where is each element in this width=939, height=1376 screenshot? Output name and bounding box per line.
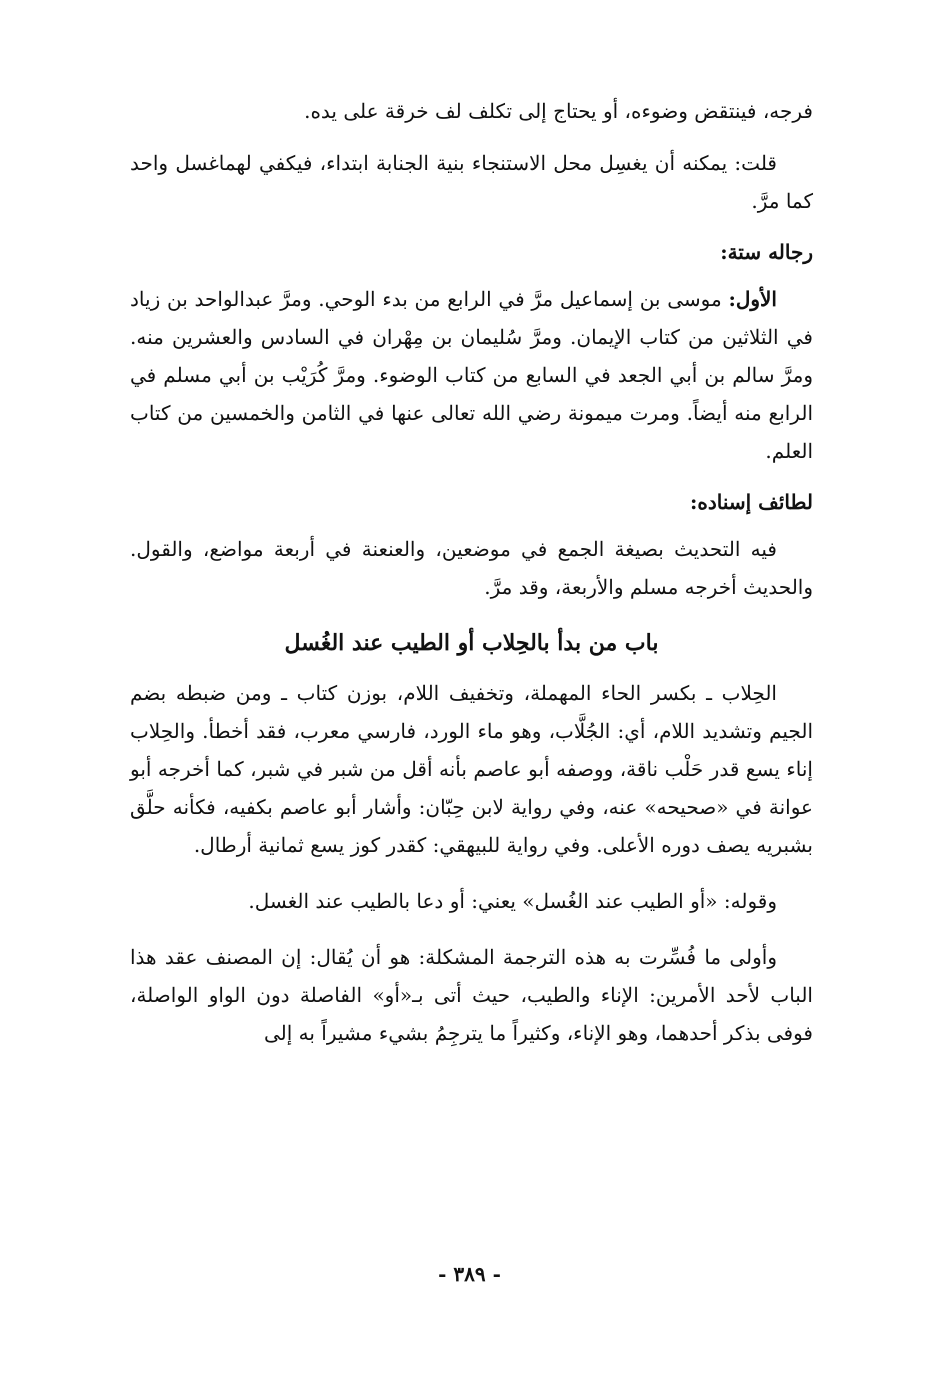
page-number: - ٣٨٩ - bbox=[438, 1262, 501, 1286]
page-body bbox=[130, 92, 813, 1052]
paragraph-awla: وأولى ما فُسِّرت به هذه الترجمة المشكلة: هو أن يُقال: إن المصنف عقد هذا الباب لأحد الأمرين: الإناء والطيب، حيث أتى بـ«أو» الفاصلة دون الواو الواصلة، فوفى بذكر أحدهما، وهو الإناء، وكثيراً ما يترجِمُ بشيء مشيراً به إلى bbox=[130, 945, 813, 1045]
paragraph-hilab: الحِلاب ـ بكسر الحاء المهملة، وتخفيف اللام، بوزن كتاب ـ ومن ضبطه بضم الجيم وتشديد اللام، أي: الجُلَّاب، وهو ماء الورد، فارسي معرب، فقد أخطأ. والحِلاب إناء يسع قدر حَلْب ناقة، ووصفه أبو عاصم بأنه أقل من شبر في شبر، كما أخرجه أبو عوانة في «صحيحه» عنه، وفي رواية لابن حِبّان: وأشار أبو عاصم بكفيه، فكأنه حلَّق بشبريه يصف دوره الأعلى. وفي رواية للبيهقي: كقدر كوز يسع ثمانية أرطال. bbox=[130, 681, 813, 857]
paragraph-lataif: فيه التحديث بصيغة الجمع في موضعين، والعنعنة في أربعة مواضع، والقول. والحديث أخرجه مسلم والأربعة، وقد مرَّ. bbox=[130, 537, 813, 599]
paragraph-continuation: فرجه، فينتقض وضوءه، أو يحتاج إلى تكلف لف خرقة على يده. bbox=[304, 99, 813, 123]
paragraph-narrators bbox=[130, 280, 813, 470]
narrators-body: موسى بن إسماعيل مرَّ في الرابع من بدء الوحي. ومرَّ عبدالواحد بن زياد في الثلاثين من كتاب الإيمان. ومرَّ سُليمان بن مِهْران في السادس والعشرين منه. ومرَّ سالم بن أبي الجعد في السابع من كتاب الوضوء. ومرَّ كُرَيْب بن أبي مسلم في الرابع منه أيضاً. ومرت ميمونة رضي الله تعالى عنها في الثامن والخمسين من كتاب العلم. bbox=[130, 287, 813, 463]
paragraph-qawluhu: وقوله: «أو الطيب عند الغُسل» يعني: أو دعا بالطيب عند الغسل. bbox=[248, 889, 777, 913]
chapter-title: باب من بدأ بالحِلاب أو الطيب عند الغُسل bbox=[284, 630, 659, 656]
heading-rijal: رجاله ستة: bbox=[720, 240, 813, 264]
heading-lataif: لطائف إسناده: bbox=[689, 490, 813, 514]
paragraph-qultu: قلت: يمكنه أن يغسِل محل الاستنجاء بنية الجنابة ابتداء، فيكفي لهماغسل واحد كما مرَّ. bbox=[130, 151, 813, 213]
narrators-lead: الأول: bbox=[728, 287, 777, 311]
